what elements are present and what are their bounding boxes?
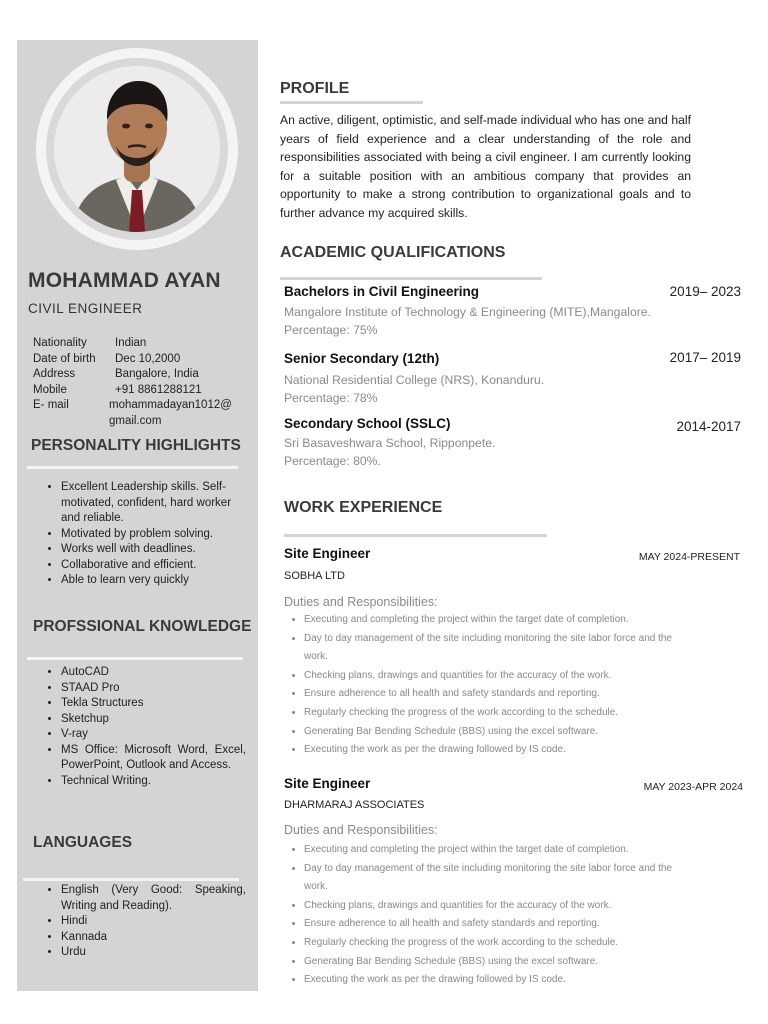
company-name: SOBHA LTD (284, 570, 345, 582)
list-item: • Urdu (61, 945, 246, 961)
info-row: Date of birth Dec 10,2000 (33, 352, 181, 365)
list-item: • Executing the work as per the drawing followed by IS code. (304, 741, 694, 760)
divider (23, 878, 239, 881)
list-item: • Able to learn very quickly (61, 573, 246, 589)
job-dates: MAY 2024-PRESENT (638, 551, 740, 563)
profile-heading: PROFILE (280, 80, 350, 97)
academic-heading: ACADEMIC QUALIFICATIONS (280, 244, 506, 261)
list-item: • English (Very Good: Speaking, Writing and Reading). (61, 883, 246, 914)
list-item: • AutoCAD (61, 665, 246, 681)
duties-label: Duties and Responsibilities: (284, 823, 438, 837)
list-item: • Checking plans, drawings and quantities for the accuracy of the work. (304, 897, 694, 916)
divider (280, 101, 423, 104)
profile-photo-frame (36, 48, 238, 250)
degree-title: Bachelors in Civil Engineering (284, 284, 480, 299)
school-name: Mangalore Institute of Technology & Engineering (MITE),Mangalore. (284, 305, 651, 319)
list-item: • STAAD Pro (61, 681, 246, 697)
divider (27, 657, 243, 660)
percentage: Percentage: 78% (284, 391, 378, 405)
profile-photo (54, 66, 220, 232)
duties-list (288, 611, 694, 760)
list-item: • Tekla Structures (61, 696, 246, 712)
divider (27, 466, 238, 469)
work-heading: WORK EXPERIENCE (284, 499, 443, 516)
candidate-title: CIVIL ENGINEER (28, 301, 143, 316)
list-item: • Executing and completing the project within the target date of completion. (304, 841, 694, 860)
job-dates: MAY 2023-APR 2024 (643, 781, 743, 793)
percentage: Percentage: 80%. (284, 454, 381, 468)
list-item: • Sketchup (61, 712, 246, 728)
info-row: Mobile +91 8861288121 (33, 383, 202, 396)
list-item: • Day to day management of the site including monitoring the site labor force and the work. (304, 860, 694, 897)
info-row: Nationality Indian (33, 337, 147, 349)
degree-title: Senior Secondary (12th) (284, 351, 440, 366)
job-title: Site Engineer (284, 546, 371, 561)
knowledge-heading: PROFSSIONAL KNOWLEDGE (33, 618, 252, 635)
languages-heading: LANGUAGES (33, 834, 133, 851)
personal-info: Nationality Indian Date of birth Dec 10,2000 Address Bangalore, India Mobile +91 8861288121 E- mail mohammadayan1012@ gmail.com (33, 336, 235, 429)
divider (280, 277, 542, 280)
degree-details (284, 371, 689, 407)
list-item: • Executing and completing the project within the target date of completion. (304, 611, 694, 630)
degree-details (284, 434, 689, 470)
degree-years: 2019– 2023 (669, 284, 741, 299)
list-item: • Collaborative and efficient. (61, 558, 246, 574)
degree-details (284, 303, 689, 339)
list-item: • Excellent Leadership skills. Self-motivated, confident, hard worker and reliable. (61, 480, 246, 527)
list-item: • Checking plans, drawings and quantities for the accuracy of the work. (304, 667, 694, 686)
info-row: E- mail mohammadayan1012@ (33, 398, 235, 414)
list-item: • Ensure adherence to all health and safety standards and reporting. (304, 915, 694, 934)
profile-text: An active, diligent, optimistic, and self-made individual who has one and half years of field experience and a clear understanding of the role and responsibilities associated with being a civil engineer. I am currently looking for a suitable position with an ambitious company that provides an opportunity to make a strong contribution to organizational goals and to further advance my acquired skills. (280, 113, 691, 220)
duties-label: Duties and Responsibilities: (284, 595, 438, 609)
list-item: • Motivated by problem solving. (61, 527, 246, 543)
list-item: • Hindi (61, 914, 246, 930)
list-item: • MS Office: Microsoft Word, Excel, PowerPoint, Outlook and Access. (61, 743, 246, 774)
school-name: Sri Basaveshwara School, Ripponpete. (284, 436, 496, 450)
degree-years: 2017– 2019 (669, 350, 741, 365)
languages-list (45, 883, 246, 961)
email-value: mohammadayan1012@ (109, 399, 232, 411)
list-item: • Regularly checking the progress of the work according to the schedule. (304, 934, 694, 953)
job-title: Site Engineer (284, 776, 371, 791)
info-row: Address Bangalore, India (33, 368, 199, 380)
list-item: • Works well with deadlines. (61, 542, 246, 558)
highlights-heading: PERSONALITY HIGHLIGHTS (31, 437, 241, 454)
degree-title: Secondary School (SSLC) (284, 416, 451, 431)
list-item: • Regularly checking the progress of the work according to the schedule. (304, 704, 694, 723)
list-item: • Day to day management of the site including monitoring the site labor force and the work. (304, 630, 694, 667)
divider (284, 534, 547, 537)
list-item: • V-ray (61, 727, 246, 743)
percentage: Percentage: 75% (284, 323, 378, 337)
school-name: National Residential College (NRS), Konanduru. (284, 373, 545, 387)
candidate-name: MOHAMMAD AYAN (28, 269, 221, 292)
list-item: • Generating Bar Bending Schedule (BBS) using the excel software. (304, 953, 694, 972)
duties-list (288, 841, 694, 990)
degree-years: 2014-2017 (676, 419, 741, 434)
company-name: DHARMARAJ ASSOCIATES (284, 799, 425, 811)
list-item: • Generating Bar Bending Schedule (BBS) using the excel software. (304, 723, 694, 742)
list-item: • Executing the work as per the drawing followed by IS code. (304, 971, 694, 990)
sidebar (17, 40, 258, 991)
list-item: • Technical Writing. (61, 774, 246, 790)
list-item: • Kannada (61, 930, 246, 946)
knowledge-list (45, 665, 246, 789)
list-item: • Ensure adherence to all health and safety standards and reporting. (304, 685, 694, 704)
highlights-list (45, 480, 246, 589)
